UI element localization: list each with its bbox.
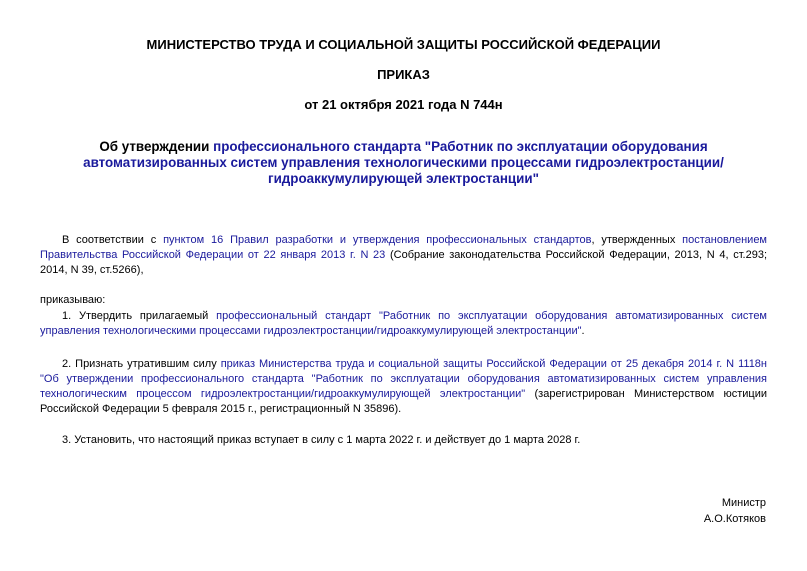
resolution-link[interactable]: постановлением Правительства Российской Федерации от 22 января 2013 г. N 23 <box>40 234 767 261</box>
item-2-text-2: (зарегистрирован Министерством юстиции Российской Федерации 5 февраля 2015 г., регистрационный N 35896). <box>40 388 767 415</box>
title-prefix: Об утверждении <box>99 139 214 154</box>
signatory-position: Министр <box>721 497 766 509</box>
preamble-text-3: (Собрание законодательства Российской Федерации, 2013, N 4, ст.293; 2014, N 39, ст.5266), <box>40 249 768 276</box>
preamble-paragraph <box>40 233 767 278</box>
item-1-paragraph <box>40 309 767 339</box>
document-type: ПРИКАЗ <box>377 67 430 82</box>
item-2-text-1: 2. Признать утратившим силу <box>62 358 221 370</box>
preamble-text-2: , утвержденных <box>591 234 683 246</box>
order-word: приказываю: <box>40 294 106 306</box>
document-date-number: от 21 октября 2021 года N 744н <box>304 97 503 112</box>
standard-link[interactable]: профессиональный стандарт "Работник по эксплуатации оборудования автоматизированных систем управления технологическими процессами гидроэлектростанции/гидроаккумулирующей электростанции" <box>40 310 767 337</box>
ministry-heading: МИНИСТЕРСТВО ТРУДА И СОЦИАЛЬНОЙ ЗАЩИТЫ РОССИЙСКОЙ ФЕДЕРАЦИИ <box>146 37 661 52</box>
item-1-text-1: 1. Утвердить прилагаемый <box>62 310 217 322</box>
preamble-text-1: В соответствии с <box>62 234 164 246</box>
item-2-paragraph <box>40 357 767 417</box>
item-1-text-2: . <box>581 325 585 337</box>
title-standard-link[interactable]: профессионального стандарта "Работник по эксплуатации оборудования автоматизированных систем управления технологическими процессами гидроэлектростанции/гидроаккумулирующей электростанции" <box>83 139 724 186</box>
signature-block <box>704 495 766 527</box>
rules-link[interactable]: пунктом 16 Правил разработки и утверждения профессиональных стандартов <box>163 234 592 246</box>
old-order-link[interactable]: приказ Министерства труда и социальной защиты Российской Федерации от 25 декабря 2014 г. N 1118н "Об утверждении профессионального стандарта "Работник по эксплуатации оборудования автоматизированных систем управления технологическим процессом гидроэлектростанции/гидроаккумулирующей электростанции" <box>40 358 768 400</box>
document-title <box>40 139 767 187</box>
signatory-name: А.О.Котяков <box>703 513 766 525</box>
item-3-paragraph: 3. Установить, что настоящий приказ вступает в силу с 1 марта 2022 г. и действует до 1 марта 2028 г. <box>62 434 581 446</box>
